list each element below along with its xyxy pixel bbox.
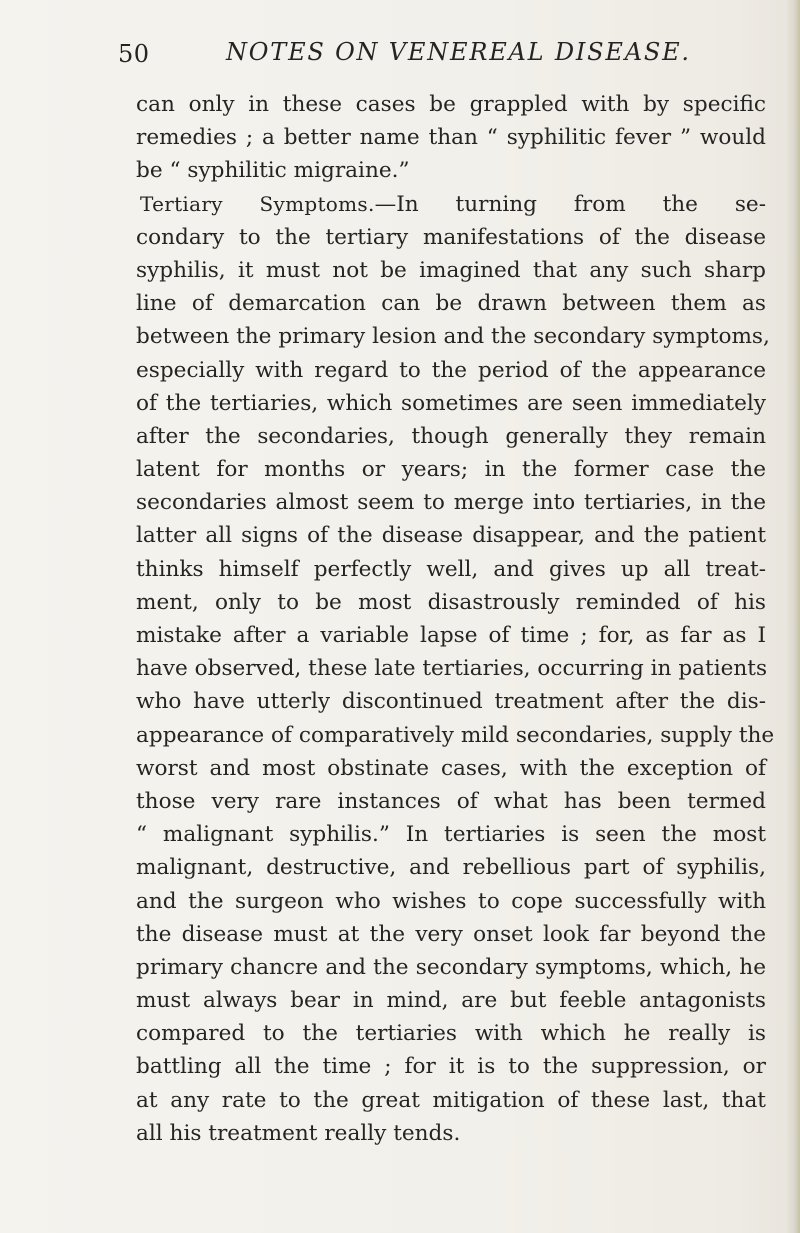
- text-line: condary to the tertiary manifestations of the disease: [136, 224, 766, 250]
- text-line: mistake after a variable lapse of time ; for, as far as I: [136, 623, 766, 648]
- text-line: “ malignant syphilis.” In tertiaries is seen the most: [136, 822, 766, 848]
- text-line: thinks himself perfectly well, and gives up all treat-: [136, 556, 766, 582]
- text-line: compared to the tertiaries with which he really is: [136, 1021, 766, 1047]
- running-head: NOTES ON VENEREAL DISEASE.: [226, 38, 691, 66]
- text-line: and the surgeon who wishes to cope successfully with: [136, 888, 766, 914]
- text-line: battling all the time ; for it is to the suppression, or: [136, 1054, 766, 1080]
- text-line: secondaries almost seem to merge into tertiaries, in the: [136, 490, 766, 516]
- text-line: who have utterly discontinued treatment after the dis-: [136, 689, 766, 715]
- text-line: worst and most obstinate cases, with the exception of: [136, 755, 766, 781]
- page-number: 50: [118, 40, 150, 68]
- text-line: line of demarcation can be drawn between them as: [136, 291, 766, 317]
- section-heading: Tertiary Symptoms.: [140, 191, 375, 216]
- page-edge-shadow: [786, 0, 800, 1233]
- text-line: can only in these cases be grappled with by specific: [136, 92, 766, 117]
- text-line: have observed, these late tertiaries, occurring in patients: [136, 656, 768, 682]
- text-line: be “ syphilitic migraine.”: [136, 158, 410, 184]
- text-line: remedies ; a better name than “ syphilitic fever ” would: [136, 125, 766, 151]
- text-line: after the secondaries, though generally they remain: [136, 423, 766, 449]
- text-line: between the primary lesion and the secondary symptoms,: [136, 324, 770, 350]
- text-line: those very rare instances of what has been termed: [136, 788, 766, 814]
- text-line: especially with regard to the period of the appearance: [136, 357, 766, 383]
- text-line: syphilis, it must not be imagined that any such sharp: [136, 257, 766, 283]
- text-line: at any rate to the great mitigation of these last, that: [136, 1087, 766, 1113]
- page-header: [118, 36, 758, 70]
- text-line: latent for months or years; in the former case the: [136, 457, 766, 483]
- text-line: of the tertiaries, which sometimes are seen immediately: [136, 390, 766, 416]
- text-line: all his treatment really tends.: [136, 1120, 461, 1146]
- text-line: latter all signs of the disease disappear, and the patient: [136, 523, 766, 549]
- text-line: malignant, destructive, and rebellious part of syphilis,: [136, 855, 766, 881]
- text-line: —In turning from the se-: [374, 191, 766, 217]
- text-line: appearance of comparatively mild secondaries, supply the: [136, 722, 775, 748]
- body-text: [136, 88, 775, 1150]
- text-line: primary chancre and the secondary symptoms, which, he: [136, 954, 766, 980]
- section-heading-line: [136, 188, 766, 221]
- text-line: the disease must at the very onset look far beyond the: [136, 921, 766, 947]
- text-line: ment, only to be most disastrously reminded of his: [136, 589, 766, 615]
- text-line: must always bear in mind, are but feeble antagonists: [136, 988, 766, 1014]
